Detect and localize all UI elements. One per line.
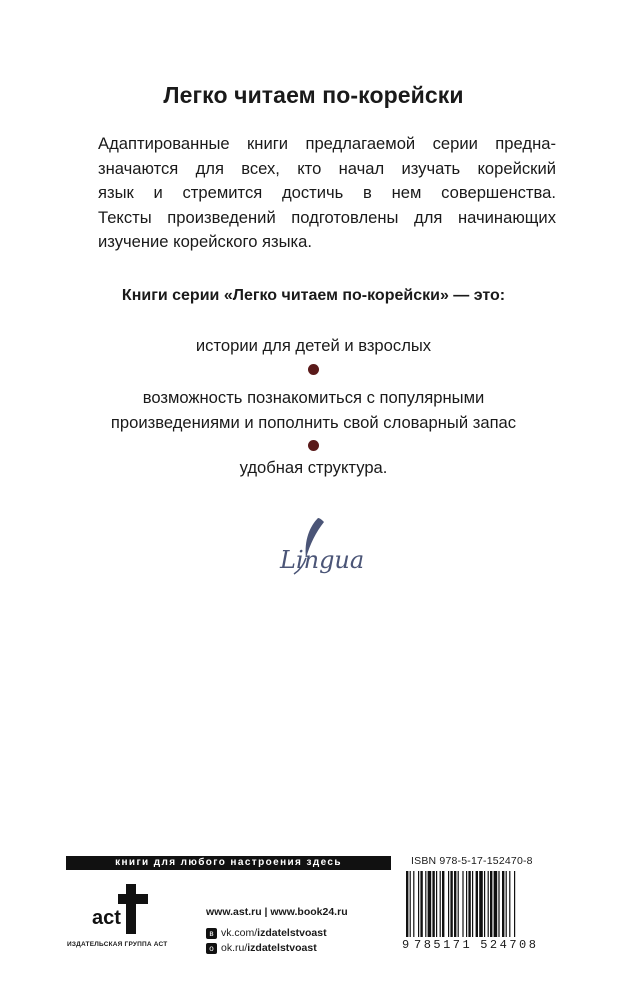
- lingua-logo-text: Lingua: [280, 546, 365, 574]
- intro-line: изучение корейского языка.: [98, 232, 313, 251]
- isbn: ISBN 978-5-17-152470-8: [411, 855, 533, 867]
- ast-logo-text: act: [92, 907, 121, 929]
- barcode-bar: [436, 871, 437, 937]
- feature-line: возможность познакомиться с популярными: [142, 388, 485, 407]
- cover-title: Легко читаем по-корейски: [163, 82, 464, 108]
- website-links: www.ast.ru | www.book24.ru: [206, 906, 348, 918]
- ast-logo-icon: [90, 880, 160, 938]
- barcode-bar: [418, 871, 419, 937]
- barcode-bar: [509, 871, 510, 937]
- barcode-bar: [514, 871, 515, 937]
- barcode-bar: [454, 871, 456, 937]
- barcode-bar: [479, 871, 483, 937]
- barcode-digit-first: 9: [402, 938, 410, 952]
- lingua-logo: [280, 514, 390, 584]
- publisher-label: ИЗДАТЕЛЬСКАЯ ГРУППА АСТ: [67, 941, 168, 948]
- barcode-bar: [506, 871, 507, 937]
- ok-icon: o: [206, 943, 217, 954]
- ok-prefix: ok.ru/: [221, 942, 248, 954]
- barcode-bar: [428, 871, 432, 937]
- barcode-bar: [484, 871, 485, 937]
- barcode-icon: [404, 871, 554, 941]
- intro-paragraph: [98, 132, 556, 255]
- intro-line: Тексты произведений подготовлены для начинающих: [98, 207, 556, 227]
- ok-link: [206, 942, 317, 954]
- vk-link: [206, 927, 327, 939]
- barcode-bar: [440, 871, 441, 937]
- feature-line: произведениями и пополнить свой словарный запас: [110, 413, 517, 432]
- barcode-bar: [448, 871, 449, 937]
- barcode-bar: [442, 871, 444, 937]
- barcode-bar: [420, 871, 422, 937]
- slogan-bar: книги для любого настроения здесь: [66, 856, 391, 870]
- intro-line: язык и стремится достичь в нем совершенства.: [98, 183, 556, 202]
- barcode-digits-left: 785171: [414, 938, 473, 952]
- barcode-bar: [494, 871, 498, 937]
- intro-line: значаются для всех, кто начал изучать корейский: [98, 158, 556, 178]
- ok-handle: izdatelstvoast: [247, 942, 317, 954]
- barcode-bar: [488, 871, 489, 937]
- intro-line: Адаптированные книги предлагаемой серии предна-: [98, 134, 556, 153]
- feature-item: истории для детей и взрослых: [195, 336, 432, 355]
- barcode-bar: [502, 871, 504, 937]
- vk-handle: izdatelstvoast: [257, 927, 327, 939]
- barcode-bar: [476, 871, 478, 937]
- barcode-bar: [410, 871, 411, 937]
- barcode-bar: [466, 871, 467, 937]
- barcode-bar: [432, 871, 434, 937]
- barcode-bar: [490, 871, 492, 937]
- barcode-bar: [413, 871, 414, 937]
- feature-item: [0, 385, 627, 435]
- barcode-bar: [498, 871, 499, 937]
- barcode-bar: [458, 871, 459, 937]
- vk-prefix: vk.com/: [221, 927, 258, 939]
- barcode-bar: [468, 871, 470, 937]
- vk-icon: в: [206, 928, 217, 939]
- series-heading: Книги серии «Легко читаем по-корейски» — это:: [121, 287, 506, 304]
- barcode-bar: [425, 871, 426, 937]
- barcode-bar: [472, 871, 473, 937]
- barcode-digits-right: 524708: [480, 938, 539, 952]
- barcode-bar: [406, 871, 408, 937]
- bullet-dot-icon: [308, 440, 319, 451]
- barcode-bar: [462, 871, 463, 937]
- feature-item: удобная структура.: [239, 458, 388, 477]
- barcode-bar: [450, 871, 452, 937]
- barcode-digits: [402, 938, 556, 952]
- bullet-dot-icon: [308, 364, 319, 375]
